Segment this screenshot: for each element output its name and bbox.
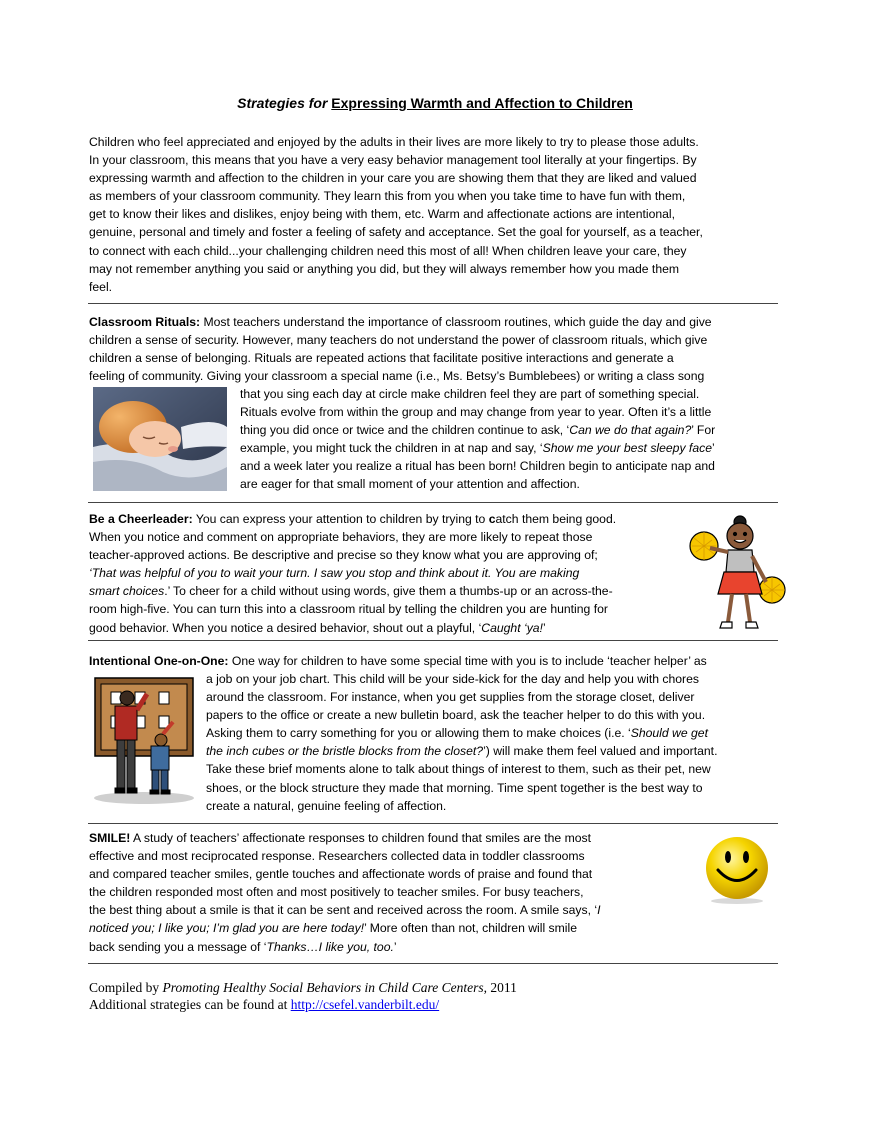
- rituals-text: and a week later you realize a ritual has been born! Children begin to anticipate nap and: [240, 459, 715, 474]
- rituals-text: Rituals evolve from within the group and may change from year to year. Often it’s a little: [240, 405, 712, 420]
- intro-paragraph: [89, 133, 779, 296]
- rituals-text: ’: [711, 441, 715, 456]
- page-title: [0, 95, 870, 111]
- rituals-quote: Can we do that again?: [569, 423, 692, 438]
- cheerleader-quote: smart choices: [89, 584, 165, 599]
- smile-text: A study of teachers’ affectionate responses to children found that smiles are the most: [130, 831, 591, 845]
- one-on-one-wrap: [206, 670, 780, 815]
- intro-line: Children who feel appreciated and enjoyed by the adults in their lives are more likely to try to please those adults.: [89, 135, 699, 149]
- intro-line: expressing warmth and affection to the children in your care you are showing them that they are liked and valued: [89, 171, 697, 186]
- title-prefix: Strategies for: [237, 95, 328, 111]
- one-on-one-text: ’) will make them feel valued and important.: [483, 744, 718, 759]
- section-divider: [88, 303, 778, 304]
- smile-text: effective and most reciprocated response. Researchers collected data in toddler classrooms: [89, 849, 585, 864]
- smile-quote: noticed you; I like you; I’m glad you are here today!: [89, 921, 365, 936]
- sleeping-child-image: [93, 387, 227, 491]
- cheerleader-text: You can express your attention to children by trying to: [192, 512, 489, 526]
- one-on-one-text: Take these brief moments alone to talk about things of interest to them, such as their pet, new: [206, 762, 711, 777]
- intro-line: feel.: [89, 279, 113, 294]
- bulletin-board-clipart: [89, 676, 199, 806]
- csefel-link[interactable]: http://csefel.vanderbilt.edu/: [290, 997, 440, 1012]
- one-on-one-text: shoes, or the block structure they made that morning. Time spent together is the best way to: [206, 780, 703, 795]
- smile-heading: SMILE!: [89, 831, 131, 845]
- one-on-one-text: One way for children to have some special time with you is to include ‘teacher helper’ as: [228, 654, 707, 668]
- one-on-one-text: around the classroom. For instance, when you get supplies from the storage closet, deliver: [206, 690, 695, 705]
- cheerleader-quote: ‘That was helpful of you to wait your turn. I saw you stop and think about it. You are making: [89, 566, 580, 581]
- smile-text: back sending you a message of ‘: [89, 939, 267, 954]
- cheerleader-heading: Be a Cheerleader:: [89, 512, 193, 526]
- footer-text: , 2011: [483, 980, 517, 995]
- rituals-text: ’ For: [691, 423, 716, 438]
- cheerleader-text: .’ To cheer for a child without using words, give them a thumbs-up or an across-the-: [164, 584, 613, 599]
- cheerleader-text: teacher-approved actions. Be descriptive and precise so they know what you are approving of;: [89, 548, 598, 563]
- smile-quote: I: [597, 903, 601, 918]
- section-divider: [88, 823, 778, 824]
- footer-program-name: Promoting Healthy Social Behaviors in Child Care Centers: [162, 980, 484, 995]
- one-on-one-heading: Intentional One-on-One:: [89, 654, 229, 668]
- one-on-one-text: a job on your job chart. This child will be your side-kick for the day and help you with chores: [206, 672, 699, 686]
- cheerleader-text: ’: [542, 620, 546, 635]
- one-on-one-text: create a natural, genuine feeling of affection.: [206, 798, 447, 813]
- smile-text: ’ More often than not, children will smile: [364, 921, 577, 936]
- smile-text: the children responded most often and most positively to teacher smiles. For busy teachers,: [89, 885, 584, 900]
- smile-section: [89, 829, 689, 956]
- rituals-text: children a sense of belonging. Rituals are repeated actions that facilitate positive interactions and generate a: [89, 351, 674, 366]
- rituals-text: that you sing each day at circle make children feel they are part of something special.: [240, 387, 700, 401]
- one-on-one-quote: Should we get: [630, 726, 708, 741]
- title-main: Expressing Warmth and Affection to Children: [331, 95, 633, 111]
- section-divider: [88, 963, 778, 964]
- intro-line: to connect with each child...your challenging children need this most of all! When children leave your care, they: [89, 243, 687, 258]
- smiley-face-icon: [700, 835, 774, 905]
- rituals-section: [89, 313, 779, 385]
- cheerleader-section: [89, 510, 689, 637]
- smile-text: and compared teacher smiles, gentle touches and affectionate words of praise and found that: [89, 867, 593, 882]
- cheerleader-text: atch them being good.: [495, 512, 617, 526]
- cheerleader-clipart: [688, 512, 786, 630]
- rituals-text: children a sense of security. However, many teachers do not understand the power of classroom rituals, which give: [89, 333, 708, 348]
- smile-text: ’: [393, 939, 397, 954]
- footer: [89, 979, 517, 1013]
- one-on-one-text: papers to the office or create a new bulletin board, ask the teacher helper to do this with you.: [206, 708, 706, 723]
- footer-text: Compiled by: [89, 980, 163, 995]
- smile-quote: Thanks…I like you, too.: [266, 939, 394, 954]
- intro-line: as members of your classroom community. They learn this from you when you take time to have fun with them,: [89, 189, 686, 204]
- cheerleader-text: good behavior. When you notice a desired behavior, shout out a playful, ‘: [89, 620, 482, 635]
- one-on-one-quote: the inch cubes or the bristle blocks from the closet?: [206, 744, 484, 759]
- cheerleader-text: room high-five. You can turn this into a classroom ritual by telling the children you are hunting for: [89, 602, 608, 617]
- rituals-text: feeling of community. Giving your classroom a special name (i.e., Ms. Betsy’s Bumblebees) or writing a class song: [89, 369, 705, 384]
- rituals-section-wrap: [240, 385, 780, 494]
- intro-line: In your classroom, this means that you have a very easy behavior management tool literally at your fingertips. By: [89, 153, 697, 168]
- rituals-text: thing you did once or twice and the children continue to ask, ‘: [240, 423, 570, 438]
- rituals-text: Most teachers understand the importance of classroom routines, which guide the day and give: [200, 315, 712, 329]
- cheerleader-text: When you notice and comment on appropriate behaviors, they are more likely to repeat those: [89, 530, 593, 545]
- section-divider: [88, 502, 778, 503]
- section-divider: [88, 640, 778, 641]
- one-on-one-text: Asking them to carry something for you or allowing them to make choices (i.e. ‘: [206, 726, 631, 741]
- footer-text: Additional strategies can be found at: [89, 997, 291, 1012]
- intro-line: get to know their likes and dislikes, enjoy being with them, etc. Warm and affectionate actions are intentional,: [89, 207, 675, 222]
- cheerleader-text: c: [488, 512, 496, 526]
- one-on-one-section: [89, 652, 779, 670]
- rituals-text: example, you might tuck the children in at nap and say, ‘: [240, 441, 543, 456]
- rituals-text: are eager for that small moment of your attention and affection.: [240, 477, 580, 492]
- smile-text: the best thing about a smile is that it can be sent and received across the room. A smile says, ‘: [89, 903, 598, 918]
- rituals-quote: Show me your best sleepy face: [542, 441, 712, 456]
- rituals-heading: Classroom Rituals:: [89, 315, 201, 329]
- intro-line: may not remember anything you said or anything you did, but they will always remember how you made them: [89, 261, 680, 276]
- intro-line: genuine, personal and timely and foster a feeling of safety and acceptance. Set the goal for yourself, as a teacher,: [89, 225, 703, 240]
- cheerleader-quote: Caught ‘ya!: [481, 620, 543, 635]
